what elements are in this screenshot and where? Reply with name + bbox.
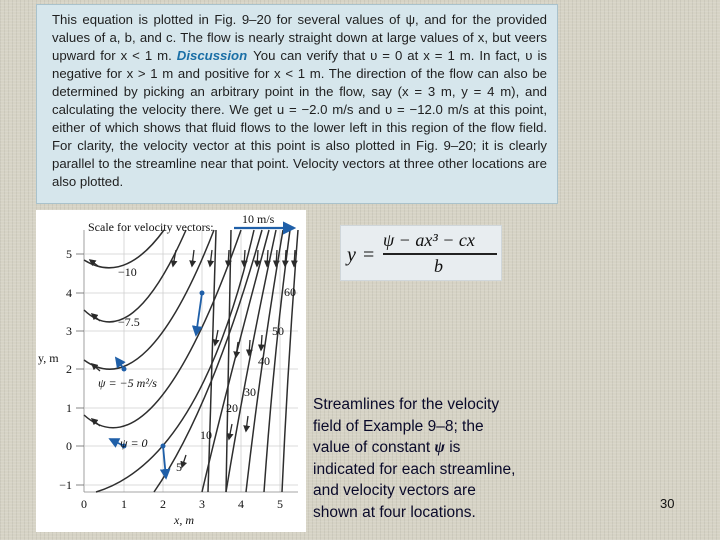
x-tick: 1 [121,497,127,511]
scale-value: 10 m/s [242,212,275,226]
streamline-figure [36,210,306,532]
streamline-label: 40 [258,354,270,368]
example-text-box [36,4,558,204]
velocity-scale [88,212,294,234]
caption-line: field of Example 9–8; the [313,417,484,435]
equation-lhs: y [347,244,356,266]
paragraph-text-2: You can verify that υ = 0 at x = 1 m. In fact, υ is negative for x > 1 m and positive for x < 1 m. The direction of the flow can also be determined by picking an arbitrary point in the flow, say (x = 3 m, y = 4 m), and calculating the velocity there. We get u = −2.0 m/s and υ = −12.0 m/s at this point, either of which shows that fluid flows to the lower left in this region of the flow field. For clarity, the velocity vector at this point is also plotted in Fig. 9–20; it is clearly parallel to the streamline near that point. Velocity vectors at three other locations are also plotted. [52,48,547,189]
y-axis-label: y, m [38,351,59,365]
y-tick: 5 [66,247,72,261]
page-number: 30 [660,496,675,511]
x-tick: 2 [160,497,166,511]
streamline-label: 50 [272,324,284,338]
streamline-label: 60 [284,285,296,299]
caption-line: shown at four locations. [313,503,476,521]
streamline-label: 5 [176,460,182,474]
y-tick: 1 [66,401,72,415]
streamline-label: 10 [200,428,212,442]
y-tick: 4 [66,286,72,300]
caption-line: Streamlines for the velocity [313,396,500,413]
streamline-label: 20 [226,401,238,415]
y-tick-labels [59,247,72,492]
streamline-label: 30 [244,385,256,399]
x-tick: 4 [238,497,244,511]
caption-text: is [449,439,461,456]
streamline-equation [340,225,502,281]
y-tick: 0 [66,439,72,453]
y-tick: 2 [66,362,72,376]
caption-line [313,437,563,459]
x-axis-label: x, m [174,513,194,527]
caption-line: indicated for each streamline, [313,460,516,478]
x-tick: 0 [81,497,87,511]
equation-denominator: b [434,256,443,276]
scale-label: Scale for velocity vectors: [88,220,214,234]
streamline-label: ψ = −5 m²/s [98,376,157,390]
example-paragraph [52,11,547,191]
y-tick-marks [76,254,84,485]
figure-caption [313,394,563,523]
x-tick: 3 [199,497,205,511]
streamline-label: ψ = 0 [120,436,148,450]
x-tick-labels [81,497,283,511]
x-tick: 5 [277,497,283,511]
y-tick: −1 [59,478,72,492]
fraction-bar [383,253,497,255]
discussion-label: Discussion [176,48,248,63]
y-tick: 3 [66,324,72,338]
equation-equals: = [363,244,375,266]
streamline-plot [36,210,306,532]
caption-text: value of constant [313,439,431,456]
equation-numerator: ψ − ax³ − cx [383,230,475,250]
streamline-label: −10 [118,265,137,279]
streamline-labels [98,265,296,474]
psi-symbol: ψ [434,439,445,456]
streamline-label: −7.5 [118,315,140,329]
paragraph-text-1: This equation is plotted in Fig. 9–20 for several values of ψ, and for the provided values of a, b, and c. The flow is nearly straight down at large values of x, but veers upward for x < 1 m. [52,12,547,63]
caption-line: and velocity vectors are [313,482,476,499]
